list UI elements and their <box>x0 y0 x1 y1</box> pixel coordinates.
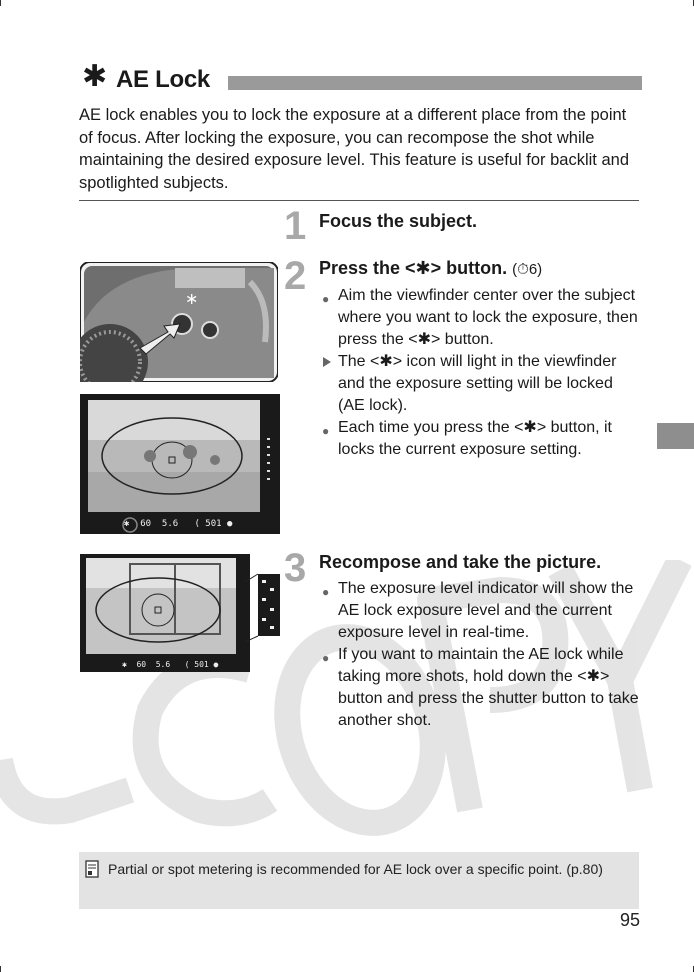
list-item: ● The exposure level indicator will show the AE lock exposure level and the current exposure level in real-time. <box>322 580 634 641</box>
step-heading <box>319 257 542 281</box>
step-number: 2 <box>284 254 307 298</box>
chapter-tab <box>657 423 694 449</box>
step-heading-text: Press the <✱> button. <box>319 258 508 278</box>
asterisk-ae-lock-icon: ✱ <box>82 60 108 93</box>
step-bullets <box>322 578 640 732</box>
viewfinder-readout: ✱ 60 5.6 ( 501 ● <box>124 519 233 529</box>
viewfinder-scene <box>80 394 280 534</box>
svg-text:∗: ∗ <box>185 289 199 308</box>
title-rule-bar <box>228 76 642 90</box>
step-heading: Focus the subject. <box>319 211 478 231</box>
viewfinder-readout: ✱ 60 5.6 ( 501 ● <box>122 660 219 669</box>
list-item: ● If you want to maintain the AE lock while taking more shots, hold down the <✱> button and press the shutter button to take another shot. <box>322 646 639 729</box>
note-box <box>79 852 639 909</box>
intro-paragraph: AE lock enables you to lock the exposure at a different place from the point of focus. After locking the exposure, you can recompose the shot while maintaining the desired exposure level. This feature is useful for backlit and spotlighted subjects. <box>79 106 630 192</box>
triangle-bullet-icon <box>323 357 331 367</box>
memo-note-icon <box>85 860 99 878</box>
viewfinder-scene <box>80 554 280 672</box>
timer-reference: (⏱6) <box>512 261 543 278</box>
crop-mark <box>0 966 1 972</box>
viewfinder-image-1 <box>80 394 280 534</box>
page-title: AE Lock <box>116 66 210 93</box>
page-number: 95 <box>619 910 640 930</box>
list-item: ● Aim the viewfinder center over the subject where you want to lock the exposure, then press the <✱> button. <box>322 287 638 348</box>
step-number: 3 <box>284 546 307 590</box>
list-item: ● Each time you press the <✱> button, it locks the current exposure setting. <box>322 419 612 458</box>
step-number: 1 <box>284 204 307 248</box>
camera-button-photo <box>80 262 278 382</box>
step-bullets <box>322 285 640 461</box>
divider <box>79 200 639 201</box>
crop-mark <box>0 0 1 6</box>
section-title <box>82 62 642 96</box>
step-heading: Recompose and take the picture. <box>319 552 602 572</box>
list-item: The <✱> icon will light in the viewfinder and the exposure setting will be locked (AE lock). <box>322 351 640 417</box>
note-text: Partial or spot metering is recommended for AE lock over a specific point. (p.80) <box>108 861 603 877</box>
viewfinder-image-2 <box>80 554 280 672</box>
